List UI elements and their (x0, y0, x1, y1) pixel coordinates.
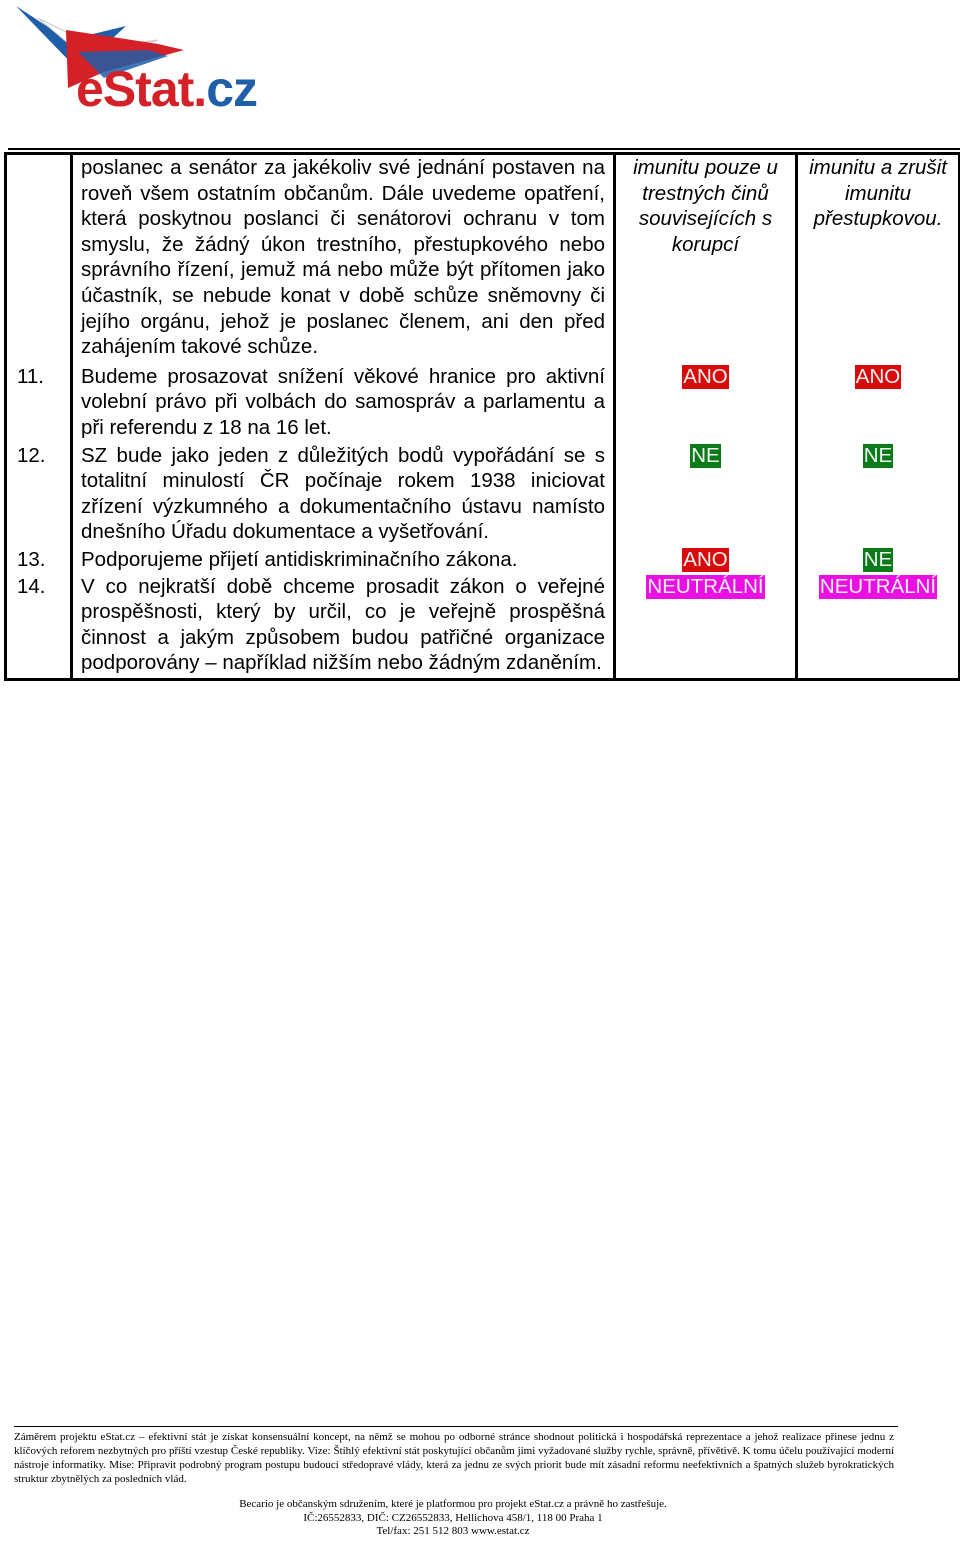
table-row (6, 364, 960, 443)
address-line: Becario je občanským sdružením, které je platformou pro projekt eStat.cz a právně ho zastřešuje. (239, 1498, 667, 1510)
party-position-1 (615, 547, 797, 574)
footer-address (0, 1498, 906, 1539)
row-number: 11. (6, 364, 72, 443)
answer-badge: NEUTRÁLNÍ (647, 574, 764, 598)
header-rule (8, 148, 960, 150)
row-text: SZ bude jako jeden z důležitých bodů vypořádání se s totalitní minulostí ČR počínaje rokem 1938 iniciovat zřízení výzkumného a dokumentačního ústavu namísto dnešního Úřadu dokumentace a vyšetřování. (72, 443, 615, 547)
estat-logo (8, 0, 278, 118)
row-text: Podporujeme přijetí antidiskriminačního zákona. (72, 547, 615, 574)
row-number: 14. (6, 574, 72, 680)
address-line: IČ:26552833, DIČ: CZ26552833, Hellichova 458/1, 118 00 Praha 1 (303, 1511, 603, 1524)
logo-wordmark: eStat.cz (76, 61, 257, 117)
mission-text: Záměrem projektu eStat.cz – efektivní stát je získat konsensuální koncept, na němž se mohou po odborné stránce shodnout politická i hospodářská reprezentace a jehož realizace přinese jednu z klíčových reforem nezbytných pro příští vzestup České republiky. Vize: Štíhlý efektivní stát poskytující občanům jimi vyžadované služby rychle, správně, přívětivě. K tomu účelu používající moderní nástroje informatiky. Mise: Připravit podrobný program postupu budoucí středopravé vlády, která za jednu ze svých priorit bude mít zásadní reformu neefektivních a špatných služeb byrokratických struktur zbytnělých za posledních vlád. (14, 1431, 894, 1485)
row-text: poslanec a senátor za jakékoliv své jednání postaven na roveň všem ostatním občanům. Dále uvedeme opatření, která poskytnou poslanci či senátorovi ochranu v tom smyslu, že žádný úkon trestního, přestupkového nebo správního řízení, jemuž má nebo může být přítomen jako účastník, se nebude konat v době schůze sněmovny či jejího orgánu, jehož je poslanec členem, ani den před zahájením takové schůze. (72, 154, 615, 364)
party-position-2 (797, 364, 960, 443)
table-row (6, 443, 960, 547)
party-position-1: imunitu pouze u trestných činů souvisejících s korupcí (615, 154, 797, 364)
answer-badge: NE (691, 443, 720, 467)
table-row (6, 574, 960, 680)
row-text: V co nejkratší době chceme prosadit zákon o veřejné prospěšnosti, který by určil, co je veřejně prospěšná činnost a jakým způsobem budou patřičné organizace podporovány – například nižším nebo žádným zdaněním. (72, 574, 615, 680)
answer-badge: NE (863, 443, 893, 467)
footer-mission (14, 1430, 894, 1486)
row-number (6, 154, 72, 364)
answer-badge: ANO (683, 364, 728, 388)
row-number: 12. (6, 443, 72, 547)
party-position-1 (615, 443, 797, 547)
answer-badge: NEUTRÁLNÍ (819, 574, 937, 598)
answer-badge: ANO (855, 364, 901, 388)
party-position-2 (797, 574, 960, 680)
answer-badge: NE (863, 547, 893, 571)
row-text: Budeme prosazovat snížení věkové hranice pro aktivní volební právo při volbách do samospráv a parlamentu a při referendu z 18 na 16 let. (72, 364, 615, 443)
address-line: Tel/fax: 251 512 803 www.estat.cz (376, 1525, 530, 1537)
party-position-2: imunitu a zrušit imunitu přestupkovou. (797, 154, 960, 364)
party-position-2 (797, 443, 960, 547)
program-table (4, 152, 960, 681)
table-row (6, 547, 960, 574)
answer-badge: ANO (683, 547, 728, 571)
row-number: 13. (6, 547, 72, 574)
party-position-2 (797, 547, 960, 574)
party-position-1 (615, 364, 797, 443)
table-row (6, 154, 960, 364)
footer-rule (14, 1426, 898, 1427)
party-position-1 (615, 574, 797, 680)
